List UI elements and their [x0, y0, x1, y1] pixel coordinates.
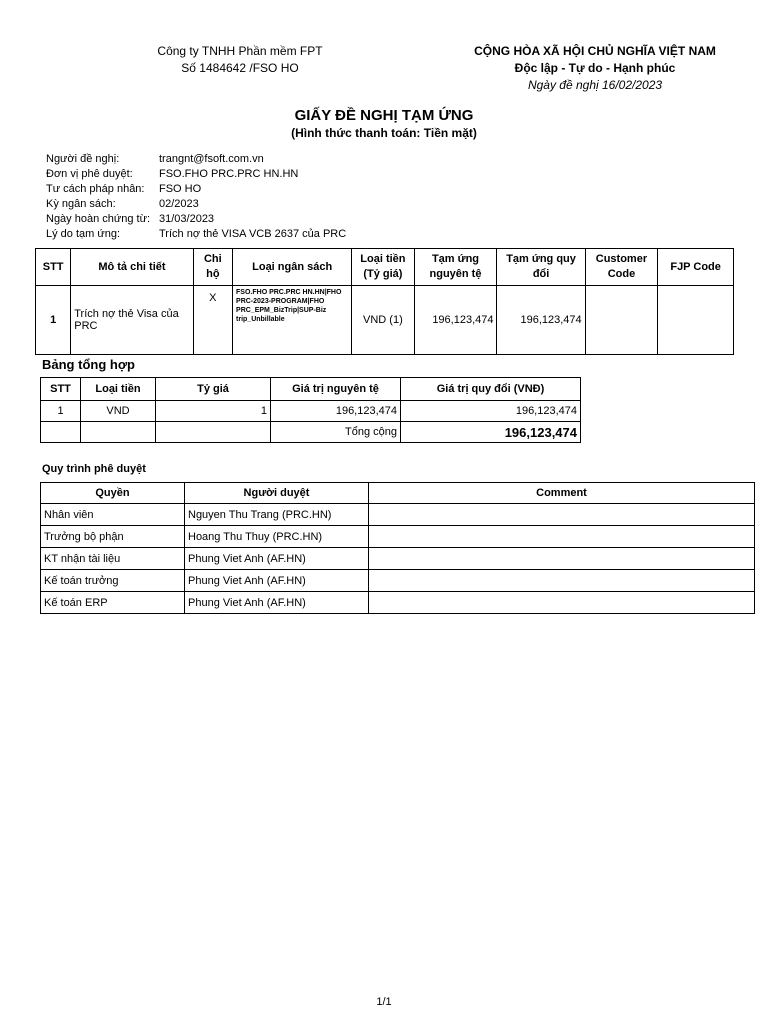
summary-total-empty — [156, 422, 271, 443]
cell-description: Trích nợ thẻ Visa của PRC — [71, 286, 193, 355]
approval-title: Quy trình phê duyệt — [42, 463, 146, 475]
info-row-reason — [46, 227, 346, 242]
approval-comment — [369, 570, 755, 592]
header-budget-type: Loại ngân sách — [233, 249, 352, 286]
info-label: Kỳ ngân sách: — [46, 198, 116, 210]
info-label: Ngày hoàn chứng từ: — [46, 213, 151, 225]
approval-comment — [369, 548, 755, 570]
summary-cell-original-value: 196,123,474 — [271, 401, 401, 422]
approval-approver: Hoang Thu Thuy (PRC.HN) — [185, 526, 369, 548]
approval-role: KT nhận tài liệu — [41, 548, 185, 570]
info-value: 02/2023 — [159, 198, 199, 210]
cell-customer-code — [585, 286, 658, 355]
approval-header-row — [41, 483, 755, 504]
request-date: Ngày đề nghị 16/02/2023 — [527, 78, 663, 92]
header-description: Mô tả chi tiết — [71, 249, 193, 286]
approval-comment — [369, 592, 755, 614]
summary-total-label: Tổng cộng — [271, 422, 401, 443]
info-row-legal-entity — [46, 182, 346, 197]
header-chiho: Chi hộ — [193, 249, 232, 286]
summary-total-empty — [41, 422, 81, 443]
info-value: Trích nợ thẻ VISA VCB 2637 của PRC — [159, 228, 347, 240]
approval-comment — [369, 526, 755, 548]
document-title: GIẤY ĐỀ NGHỊ TẠM ỨNG — [294, 107, 474, 124]
info-label: Lý do tạm ứng: — [46, 228, 121, 240]
summary-table — [40, 377, 581, 443]
approval-approver: Phung Viet Anh (AF.HN) — [185, 592, 369, 614]
request-info — [46, 152, 346, 242]
summary-total-empty — [81, 422, 156, 443]
table-row — [41, 548, 755, 570]
approval-role: Trưởng bộ phận — [41, 526, 185, 548]
summary-header-rate: Tỷ giá — [156, 378, 271, 401]
summary-header-currency: Loại tiền — [81, 378, 156, 401]
nation-motto: Độc lập - Tự do - Hạnh phúc — [514, 61, 676, 75]
summary-total-value: 196,123,474 — [401, 422, 581, 443]
approval-comment — [369, 504, 755, 526]
summary-header-stt: STT — [41, 378, 81, 401]
approval-header-approver: Người duyệt — [185, 483, 369, 504]
header-currency: Loại tiền (Tỷ giá) — [352, 249, 414, 286]
table-row — [41, 504, 755, 526]
header-fjp-code: FJP Code — [658, 249, 734, 286]
cell-currency: VND (1) — [352, 286, 414, 355]
info-row-budget-period — [46, 197, 346, 212]
summary-cell-stt: 1 — [41, 401, 81, 422]
summary-header-original-value: Giá trị nguyên tệ — [271, 378, 401, 401]
info-value: FSO HO — [159, 183, 202, 195]
approval-role: Kế toán ERP — [41, 592, 185, 614]
approval-header-role: Quyền — [41, 483, 185, 504]
nation-name: CỘNG HÒA XÃ HỘI CHỦ NGHĨA VIỆT NAM — [474, 44, 716, 58]
header-stt: STT — [36, 249, 71, 286]
header-customer-code: Customer Code — [585, 249, 658, 286]
summary-title: Bảng tổng hợp — [42, 357, 135, 372]
national-header — [440, 43, 750, 94]
approval-role: Nhân viên — [41, 504, 185, 526]
info-label: Người đề nghị: — [46, 153, 120, 165]
header-advance-converted: Tạm ứng quy đổi — [497, 249, 585, 286]
table-row — [36, 286, 734, 355]
info-row-requester — [46, 152, 346, 167]
header-advance-original: Tạm ứng nguyên tệ — [414, 249, 497, 286]
summary-header-row — [41, 378, 581, 401]
cell-advance-original: 196,123,474 — [414, 286, 497, 355]
approval-approver: Phung Viet Anh (AF.HN) — [185, 570, 369, 592]
cell-fjp-code — [658, 286, 734, 355]
summary-cell-converted-value: 196,123,474 — [401, 401, 581, 422]
summary-cell-currency: VND — [81, 401, 156, 422]
approval-table — [40, 482, 755, 614]
cell-budget-type: FSO.FHO PRC.PRC HN.HN|FHO PRC-2023-PROGRAM|FHO PRC_EPM_BizTrip|SUP-Biz trip_Unbillable — [233, 286, 352, 355]
table-row — [41, 526, 755, 548]
cell-advance-converted: 196,123,474 — [497, 286, 585, 355]
summary-total-row — [41, 422, 581, 443]
company-header — [120, 43, 360, 77]
advance-detail-table — [35, 248, 734, 355]
info-value: FSO.FHO PRC.PRC HN.HN — [159, 168, 299, 180]
table-row — [41, 570, 755, 592]
document-number: Số 1484642 /FSO HO — [181, 61, 299, 75]
document-subtitle: (Hình thức thanh toán: Tiền mặt) — [291, 126, 477, 140]
info-value: 31/03/2023 — [159, 213, 215, 225]
table-row — [41, 401, 581, 422]
company-name: Công ty TNHH Phần mềm FPT — [157, 44, 323, 58]
cell-chiho: X — [193, 286, 232, 355]
info-value: trangnt@fsoft.com.vn — [159, 153, 264, 165]
approval-approver: Phung Viet Anh (AF.HN) — [185, 548, 369, 570]
page-number: 1/1 — [376, 996, 392, 1008]
approval-role: Kế toán trưởng — [41, 570, 185, 592]
info-row-settlement-date — [46, 212, 346, 227]
table-row — [41, 592, 755, 614]
approval-header-comment: Comment — [369, 483, 755, 504]
info-row-approval-unit — [46, 167, 346, 182]
info-label: Tư cách pháp nhân: — [46, 183, 145, 195]
summary-header-converted-value: Giá trị quy đổi (VNĐ) — [401, 378, 581, 401]
cell-stt: 1 — [36, 286, 71, 355]
approval-approver: Nguyen Thu Trang (PRC.HN) — [185, 504, 369, 526]
info-label: Đơn vị phê duyệt: — [46, 168, 133, 180]
summary-cell-rate: 1 — [156, 401, 271, 422]
table-header-row — [36, 249, 734, 286]
